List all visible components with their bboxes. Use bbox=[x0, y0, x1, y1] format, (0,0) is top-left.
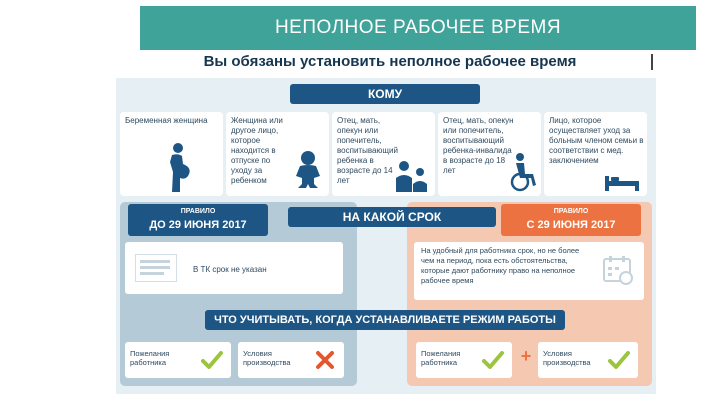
baby-icon bbox=[292, 150, 324, 190]
cross-icon bbox=[314, 349, 336, 371]
when-label: НА КАКОЙ СРОК bbox=[288, 207, 496, 227]
rule-date: ДО 29 ИЮНЯ 2017 bbox=[149, 219, 247, 231]
factor-text: Пожелания работника bbox=[130, 349, 170, 367]
rule-after-tag bbox=[501, 204, 641, 236]
factor-text: Пожелания работника bbox=[421, 349, 461, 367]
bed-icon bbox=[604, 172, 640, 192]
card-parent-under-14 bbox=[332, 112, 435, 196]
check-icon bbox=[608, 349, 630, 371]
term-after-text: На удобный для работника срок, но не более чем на период, пока есть обстоятельства, которые дают работнику право на неполное рабочее время bbox=[421, 246, 580, 285]
factor-text: Условия производства bbox=[543, 349, 591, 367]
card-text: Лицо, которое осуществляет уход за больным членом семьи в соответствии с мед. заключением bbox=[549, 116, 644, 165]
check-icon bbox=[201, 349, 223, 371]
pregnant-woman-icon bbox=[158, 142, 198, 192]
card-text: Отец, мать, опекун или попечитель, воспитывающий ребенка в возрасте до 14 лет bbox=[337, 116, 398, 185]
card-family-caregiver bbox=[544, 112, 647, 196]
wheelchair-icon bbox=[506, 152, 540, 192]
rule-label: ПРАВИЛО bbox=[180, 208, 216, 215]
calendar-icon bbox=[602, 254, 634, 286]
card-text: Отец, мать, опекун или попечитель, воспитывающий ребенка-инвалида в возрасте до 18 лет bbox=[443, 116, 514, 175]
consider-label: ЧТО УЧИТЫВАТЬ, КОГДА УСТАНАВЛИВАЕТЕ РЕЖИМ РАБОТЫ bbox=[205, 310, 565, 330]
factor-employee-wishes bbox=[125, 342, 231, 378]
who-label: КОМУ bbox=[290, 84, 480, 104]
check-icon bbox=[482, 349, 504, 371]
card-pregnant-woman bbox=[120, 112, 223, 196]
factor-employee-wishes bbox=[416, 342, 512, 378]
term-before-text: В ТК срок не указан bbox=[193, 265, 267, 274]
document-icon bbox=[135, 254, 177, 282]
infographic-subtitle: Вы обязаны установить неполное рабочее время bbox=[203, 53, 577, 70]
factor-production-conditions bbox=[238, 342, 344, 378]
card-text: Женщина или другое лицо, которое находится в отпуске по уходу за ребенком bbox=[231, 116, 283, 185]
card-text: Беременная женщина bbox=[125, 116, 208, 125]
factor-production-conditions bbox=[538, 342, 638, 378]
card-parent-disabled-child bbox=[438, 112, 541, 196]
factor-text: Условия производства bbox=[243, 349, 291, 367]
rule-date: С 29 ИЮНЯ 2017 bbox=[526, 219, 616, 231]
parent-child-icon bbox=[394, 160, 430, 192]
title-bar bbox=[140, 6, 696, 50]
card-parental-leave bbox=[226, 112, 329, 196]
page-title: НЕПОЛНОЕ РАБОЧЕЕ ВРЕМЯ bbox=[274, 17, 562, 38]
rule-before-tag bbox=[128, 204, 268, 236]
rule-label: ПРАВИЛО bbox=[553, 208, 589, 215]
plus-sign: + bbox=[520, 346, 532, 366]
